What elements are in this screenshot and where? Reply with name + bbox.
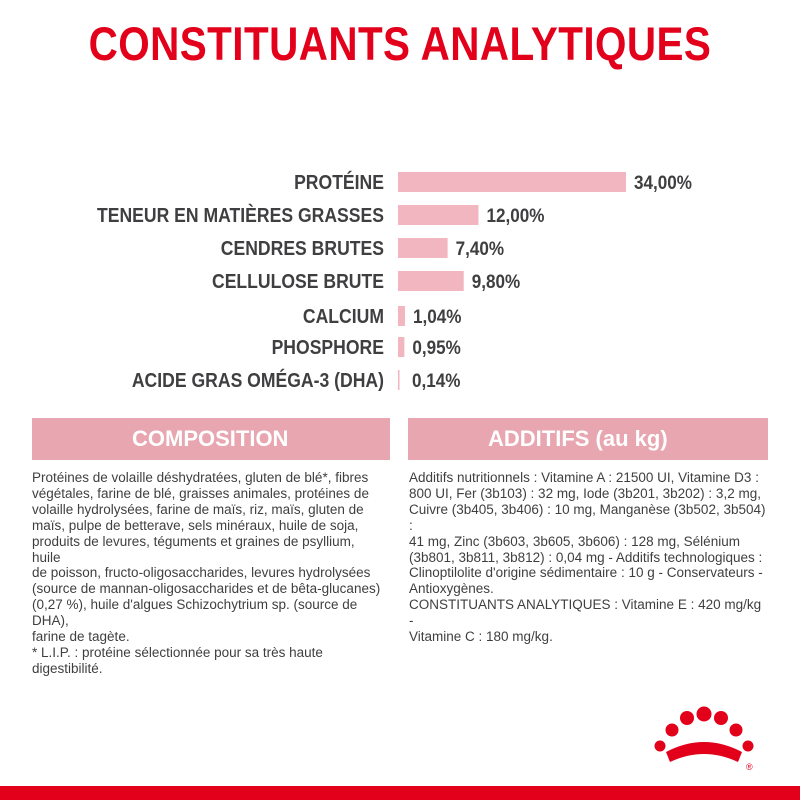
additives-text bbox=[409, 470, 769, 645]
bar bbox=[398, 370, 400, 390]
bar-value-label: 0,95% bbox=[412, 337, 461, 359]
bar-value-label: 7,40% bbox=[455, 238, 505, 260]
composition-text bbox=[32, 470, 382, 677]
page-title: CONSTITUANTS ANALYTIQUES bbox=[88, 17, 712, 70]
composition-line: végétales, farine de blé, graisses animales, protéines de bbox=[32, 485, 369, 501]
bar-label: CENDRES BRUTES bbox=[220, 236, 384, 260]
bottom-band bbox=[0, 786, 800, 800]
bar-label: CALCIUM bbox=[302, 304, 384, 328]
additives-line: 41 mg, Zinc (3b603, 3b605, 3b606) : 128 mg, Sélénium bbox=[409, 533, 740, 549]
additives-line: Additifs nutritionnels : Vitamine A : 21500 UI, Vitamine D3 : bbox=[409, 470, 759, 485]
bar bbox=[398, 271, 464, 291]
bar-value-label: 1,04% bbox=[412, 306, 462, 328]
additives-header: ADDITIFS (au kg) bbox=[408, 418, 768, 460]
composition-line: maïs, pulpe de betterave, sels minéraux, huile de soja, bbox=[32, 517, 359, 533]
composition-footnote: * L.I.P. : protéine sélectionnée pour sa très haute bbox=[32, 644, 323, 660]
bar-label: PROTÉINE bbox=[294, 170, 384, 194]
bar bbox=[398, 172, 626, 192]
crown-icon bbox=[654, 706, 754, 772]
bar-label: ACIDE GRAS OMÉGA-3 (DHA) bbox=[131, 368, 384, 392]
registered-mark: ® bbox=[746, 762, 753, 772]
additives-line: Vitamine C : 180 mg/kg. bbox=[409, 629, 553, 645]
bar bbox=[398, 337, 404, 357]
bar-value-label: 12,00% bbox=[486, 205, 545, 227]
additives-line: Antioxygènes. bbox=[409, 581, 494, 597]
composition-line: farine de tagète. bbox=[32, 629, 130, 645]
bar-label: CELLULOSE BRUTE bbox=[211, 269, 384, 293]
composition-line: Protéines de volaille déshydratées, gluten de blé*, fibres bbox=[32, 470, 369, 485]
additives-line: Clinoptilolite d'origine sédimentaire : 10 g - Conservateurs - bbox=[409, 565, 763, 581]
composition-line: volaille hydrolysées, farine de maïs, riz, maïs, gluten de bbox=[32, 501, 364, 517]
composition-line: de poisson, fructo-oligosaccharides, levures hydrolysées bbox=[32, 565, 371, 581]
additives-line: Cuivre (3b405, 3b406) : 10 mg, Manganèse (3b502, 3b504) : bbox=[409, 501, 766, 533]
additives-line: (3b801, 3b811, 3b812) : 0,04 mg - Additifs technologiques : bbox=[409, 549, 763, 565]
bar bbox=[398, 238, 448, 258]
bar bbox=[398, 306, 405, 326]
bar-label: TENEUR EN MATIÈRES GRASSES bbox=[96, 203, 384, 227]
composition-line: (0,27 %), huile d'algues Schizochytrium sp. (source de DHA), bbox=[32, 597, 358, 629]
composition-line: (source de mannan-oligosaccharides et de bêta-glucanes) bbox=[32, 581, 381, 597]
bar-value-label: 0,14% bbox=[412, 370, 461, 392]
composition-footnote: digestibilité. bbox=[32, 660, 103, 676]
bar-value-label: 34,00% bbox=[634, 172, 692, 194]
additives-line: CONSTITUANTS ANALYTIQUES : Vitamine E : 420 mg/kg - bbox=[409, 597, 762, 629]
bar-label: PHOSPHORE bbox=[271, 335, 384, 359]
additives-line: 800 UI, Fer (3b103) : 32 mg, Iode (3b201, 3b202) : 3,2 mg, bbox=[409, 485, 761, 501]
composition-header: COMPOSITION bbox=[32, 418, 390, 460]
bar bbox=[398, 205, 478, 225]
bar-value-label: 9,80% bbox=[471, 271, 521, 293]
nutrient-bar-chart bbox=[0, 160, 800, 400]
composition-line: produits de levures, téguments et graines de psyllium, huile bbox=[32, 533, 355, 565]
